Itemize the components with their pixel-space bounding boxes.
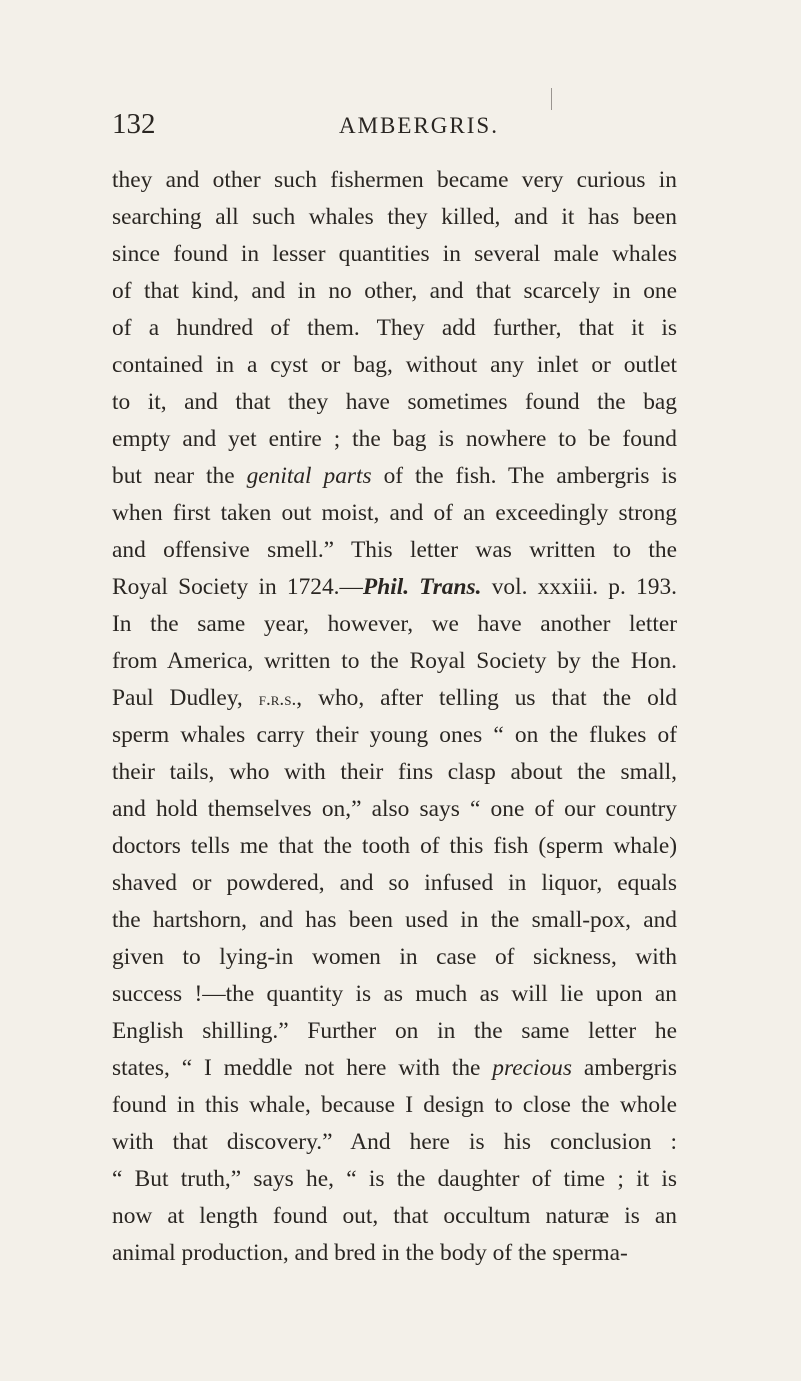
text-segment: shaved or powdered, and so infused in liquor, equals bbox=[112, 870, 677, 896]
page-header bbox=[112, 104, 677, 144]
text-segment: sperm whales carry their young ones “ on the flukes of bbox=[112, 722, 677, 748]
page-number: 132 bbox=[112, 108, 156, 140]
text-segment: Phil. Trans. bbox=[362, 574, 482, 600]
text-segment: In the same year, however, we have another letter bbox=[112, 611, 677, 637]
text-segment: f.r.s. bbox=[258, 689, 297, 710]
text-line bbox=[112, 1013, 677, 1050]
text-segment: to it, and that they have sometimes found the bag bbox=[112, 389, 677, 415]
text-segment: their tails, who with their fins clasp about the small, bbox=[112, 759, 677, 785]
text-segment: English shilling.” Further on in the same letter he bbox=[112, 1018, 677, 1044]
text-segment: they and other such fishermen became very curious in bbox=[112, 167, 677, 193]
text-line bbox=[112, 421, 677, 458]
text-segment: the hartshorn, and has been used in the small-pox, and bbox=[112, 907, 677, 933]
text-segment: Royal Society in 1724.— bbox=[112, 574, 363, 600]
text-segment: genital parts bbox=[246, 463, 372, 489]
text-line bbox=[112, 754, 677, 791]
text-segment: animal production, and bred in the body of the sperma- bbox=[112, 1240, 628, 1266]
text-segment: success !—the quantity is as much as will lie upon an bbox=[112, 981, 677, 1007]
text-segment: but near the bbox=[112, 463, 247, 489]
text-segment: with that discovery.” And here is his conclusion : bbox=[112, 1129, 677, 1155]
text-segment: and hold themselves on,” also says “ one of our country bbox=[112, 796, 677, 822]
text-segment: searching all such whales they killed, and it has been bbox=[112, 204, 677, 230]
text-segment: found in this whale, because I design to close the whole bbox=[112, 1092, 677, 1118]
text-segment: doctors tells me that the tooth of this fish (sperm whale) bbox=[112, 833, 677, 859]
text-line bbox=[112, 384, 677, 421]
text-segment: ambergris bbox=[571, 1055, 677, 1081]
text-line bbox=[112, 532, 677, 569]
text-line bbox=[112, 1198, 677, 1235]
running-head: AMBERGRIS. bbox=[339, 113, 499, 138]
text-line bbox=[112, 643, 677, 680]
text-segment: vol. xxxiii. p. 193. bbox=[481, 574, 677, 600]
text-line bbox=[112, 347, 677, 384]
text-segment: now at length found out, that occultum naturæ is an bbox=[112, 1203, 677, 1229]
text-segment: given to lying-in women in case of sickness, with bbox=[112, 944, 677, 970]
text-line bbox=[112, 680, 677, 717]
text-line bbox=[112, 828, 677, 865]
text-line bbox=[112, 199, 677, 236]
text-segment: empty and yet entire ; the bag is nowhere to be found bbox=[112, 426, 677, 452]
text-segment: of a hundred of them. They add further, that it is bbox=[112, 315, 677, 341]
text-segment: , who, after telling us that the old bbox=[296, 685, 677, 711]
text-segment: contained in a cyst or bag, without any inlet or outlet bbox=[112, 352, 677, 378]
text-line bbox=[112, 1050, 677, 1087]
text-segment: from America, written to the Royal Society by the Hon. bbox=[112, 648, 677, 674]
text-line bbox=[112, 1124, 677, 1161]
text-segment: and offensive smell.” This letter was written to the bbox=[112, 537, 677, 563]
text-segment: of that kind, and in no other, and that scarcely in one bbox=[112, 278, 677, 304]
text-line bbox=[112, 717, 677, 754]
text-line bbox=[112, 162, 677, 199]
text-line bbox=[112, 865, 677, 902]
text-line bbox=[112, 1087, 677, 1124]
text-line bbox=[112, 1235, 677, 1272]
text-segment: of the fish. The ambergris is bbox=[371, 463, 677, 489]
text-line bbox=[112, 606, 677, 643]
text-line bbox=[112, 939, 677, 976]
text-segment: when first taken out moist, and of an exceedingly strong bbox=[112, 500, 677, 526]
text-line bbox=[112, 976, 677, 1013]
text-line bbox=[112, 310, 677, 347]
text-line bbox=[112, 458, 677, 495]
text-line bbox=[112, 273, 677, 310]
body-text bbox=[112, 162, 677, 1272]
text-line bbox=[112, 1161, 677, 1198]
text-line bbox=[112, 569, 677, 606]
text-segment: precious bbox=[492, 1055, 572, 1081]
text-line bbox=[112, 902, 677, 939]
text-line bbox=[112, 791, 677, 828]
text-segment: since found in lesser quantities in several male whales bbox=[112, 241, 677, 267]
text-segment: Paul Dudley, bbox=[112, 685, 259, 711]
text-line bbox=[112, 236, 677, 273]
text-segment: “ But truth,” says he, “ is the daughter of time ; it is bbox=[112, 1166, 677, 1192]
text-line bbox=[112, 495, 677, 532]
text-segment: states, “ I meddle not here with the bbox=[112, 1055, 493, 1081]
